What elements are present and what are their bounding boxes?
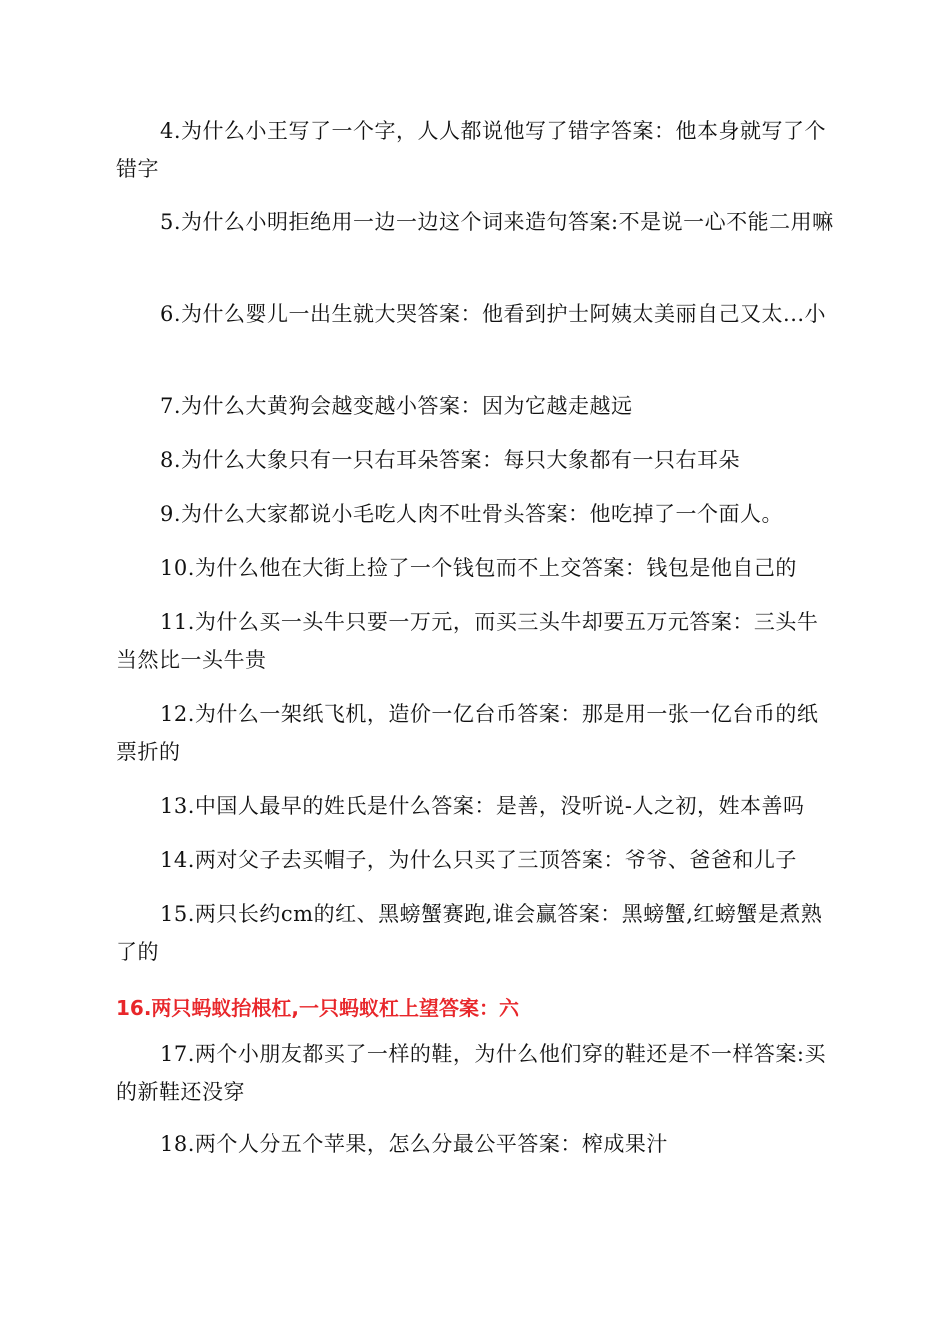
paragraph-18: 18.两个人分五个苹果，怎么分最公平答案：榨成果汁 xyxy=(160,1132,668,1156)
paragraph-8: 8.为什么大象只有一只右耳朵答案：每只大象都有一只右耳朵 xyxy=(160,448,741,472)
paragraph-5: 5.为什么小明拒绝用一边一边这个词来造句答案:不是说一心不能二用嘛 xyxy=(160,210,834,234)
paragraph-13: 13.中国人最早的姓氏是什么答案：是善，没听说-人之初，姓本善吗 xyxy=(160,794,805,818)
paragraph-16-highlight: 16.两只蚂蚁抬根杠,一只蚂蚁杠上望答案：六 xyxy=(116,996,520,1020)
paragraph-14: 14.两对父子去买帽子，为什么只买了三顶答案：爷爷、爸爸和儿子 xyxy=(160,848,797,872)
paragraph-12: 12.为什么一架纸飞机，造价一亿台币答案：那是用一张一亿台币的纸票折的 xyxy=(116,702,819,764)
paragraph-10: 10.为什么他在大街上捡了一个钱包而不上交答案：钱包是他自己的 xyxy=(160,556,797,580)
paragraph-17: 17.两个小朋友都买了一样的鞋，为什么他们穿的鞋还是不一样答案:买的新鞋还没穿 xyxy=(116,1042,826,1104)
paragraph-4: 4.为什么小王写了一个字，人人都说他写了错字答案：他本身就写了个错字 xyxy=(116,119,827,181)
paragraph-7: 7.为什么大黄狗会越变越小答案：因为它越走越远 xyxy=(160,394,633,418)
paragraph-15: 15.两只长约cm的红、黑螃蟹赛跑,谁会赢答案：黑螃蟹,红螃蟹是煮熟了的 xyxy=(116,902,823,964)
paragraph-6: 6.为什么婴儿一出生就大哭答案：他看到护士阿姨太美丽自己又太...小 xyxy=(160,302,827,326)
paragraph-9: 9.为什么大家都说小毛吃人肉不吐骨头答案：他吃掉了一个面人。 xyxy=(160,502,784,526)
paragraph-11: 11.为什么买一头牛只要一万元，而买三头牛却要五万元答案：三头牛当然比一头牛贵 xyxy=(116,610,819,672)
